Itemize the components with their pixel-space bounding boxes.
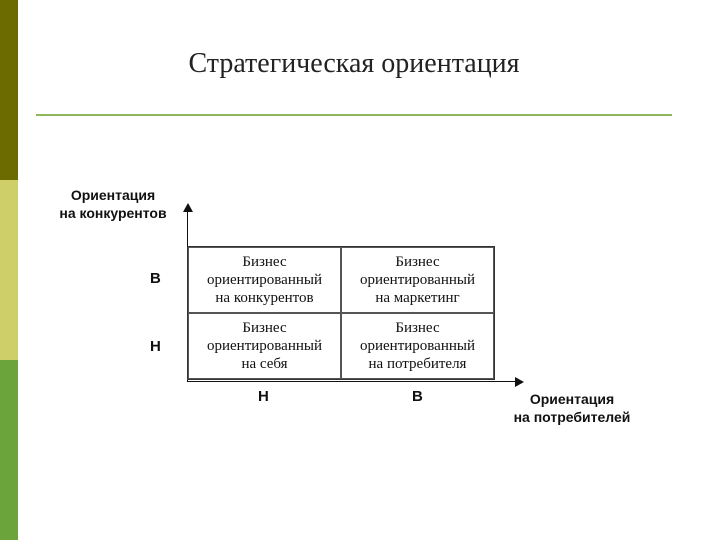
cell-bottom-right-line1: Бизнес bbox=[395, 320, 440, 336]
accent-bar-middle bbox=[0, 180, 18, 360]
y-axis-label bbox=[38, 186, 188, 222]
cell-bottom-right-line2: ориентированный bbox=[360, 338, 475, 354]
cell-bottom-left-line3: на себя bbox=[241, 356, 288, 372]
x-axis-label-line2: на потребителей bbox=[513, 409, 631, 425]
cell-top-right-line3: на маркетинг bbox=[375, 290, 460, 306]
title-divider bbox=[36, 114, 672, 116]
cell-top-right bbox=[341, 247, 494, 313]
y-axis-label-line2: на конкурентов bbox=[59, 205, 167, 221]
x-axis-label bbox=[492, 390, 652, 426]
cell-bottom-right-line3: на потребителя bbox=[368, 356, 467, 372]
x-axis-arrow-icon bbox=[515, 377, 524, 387]
cell-top-right-line1: Бизнес bbox=[395, 254, 440, 270]
y-axis-label-line1: Ориентация bbox=[70, 187, 156, 203]
x-level-high: В bbox=[412, 388, 423, 405]
cell-top-right-line2: ориентированный bbox=[360, 272, 475, 288]
x-axis-label-line1: Ориентация bbox=[529, 391, 615, 407]
y-level-low: Н bbox=[150, 338, 161, 355]
accent-bar-top bbox=[0, 0, 18, 180]
cell-bottom-left-line2: ориентированный bbox=[207, 338, 322, 354]
cell-top-left-line1: Бизнес bbox=[242, 254, 287, 270]
strategy-matrix bbox=[187, 246, 495, 380]
accent-bar-bottom bbox=[0, 360, 18, 540]
x-axis-line bbox=[187, 381, 517, 382]
cell-bottom-right bbox=[341, 313, 494, 379]
cell-bottom-left-line1: Бизнес bbox=[242, 320, 287, 336]
cell-bottom-left bbox=[188, 313, 341, 379]
y-axis-arrow-icon bbox=[183, 203, 193, 212]
slide-title: Стратегическая ориентация bbox=[188, 48, 520, 79]
y-level-high: В bbox=[150, 270, 161, 287]
cell-top-left-line3: на конкурентов bbox=[215, 290, 314, 306]
x-level-low: Н bbox=[258, 388, 269, 405]
cell-top-left bbox=[188, 247, 341, 313]
cell-top-left-line2: ориентированный bbox=[207, 272, 322, 288]
